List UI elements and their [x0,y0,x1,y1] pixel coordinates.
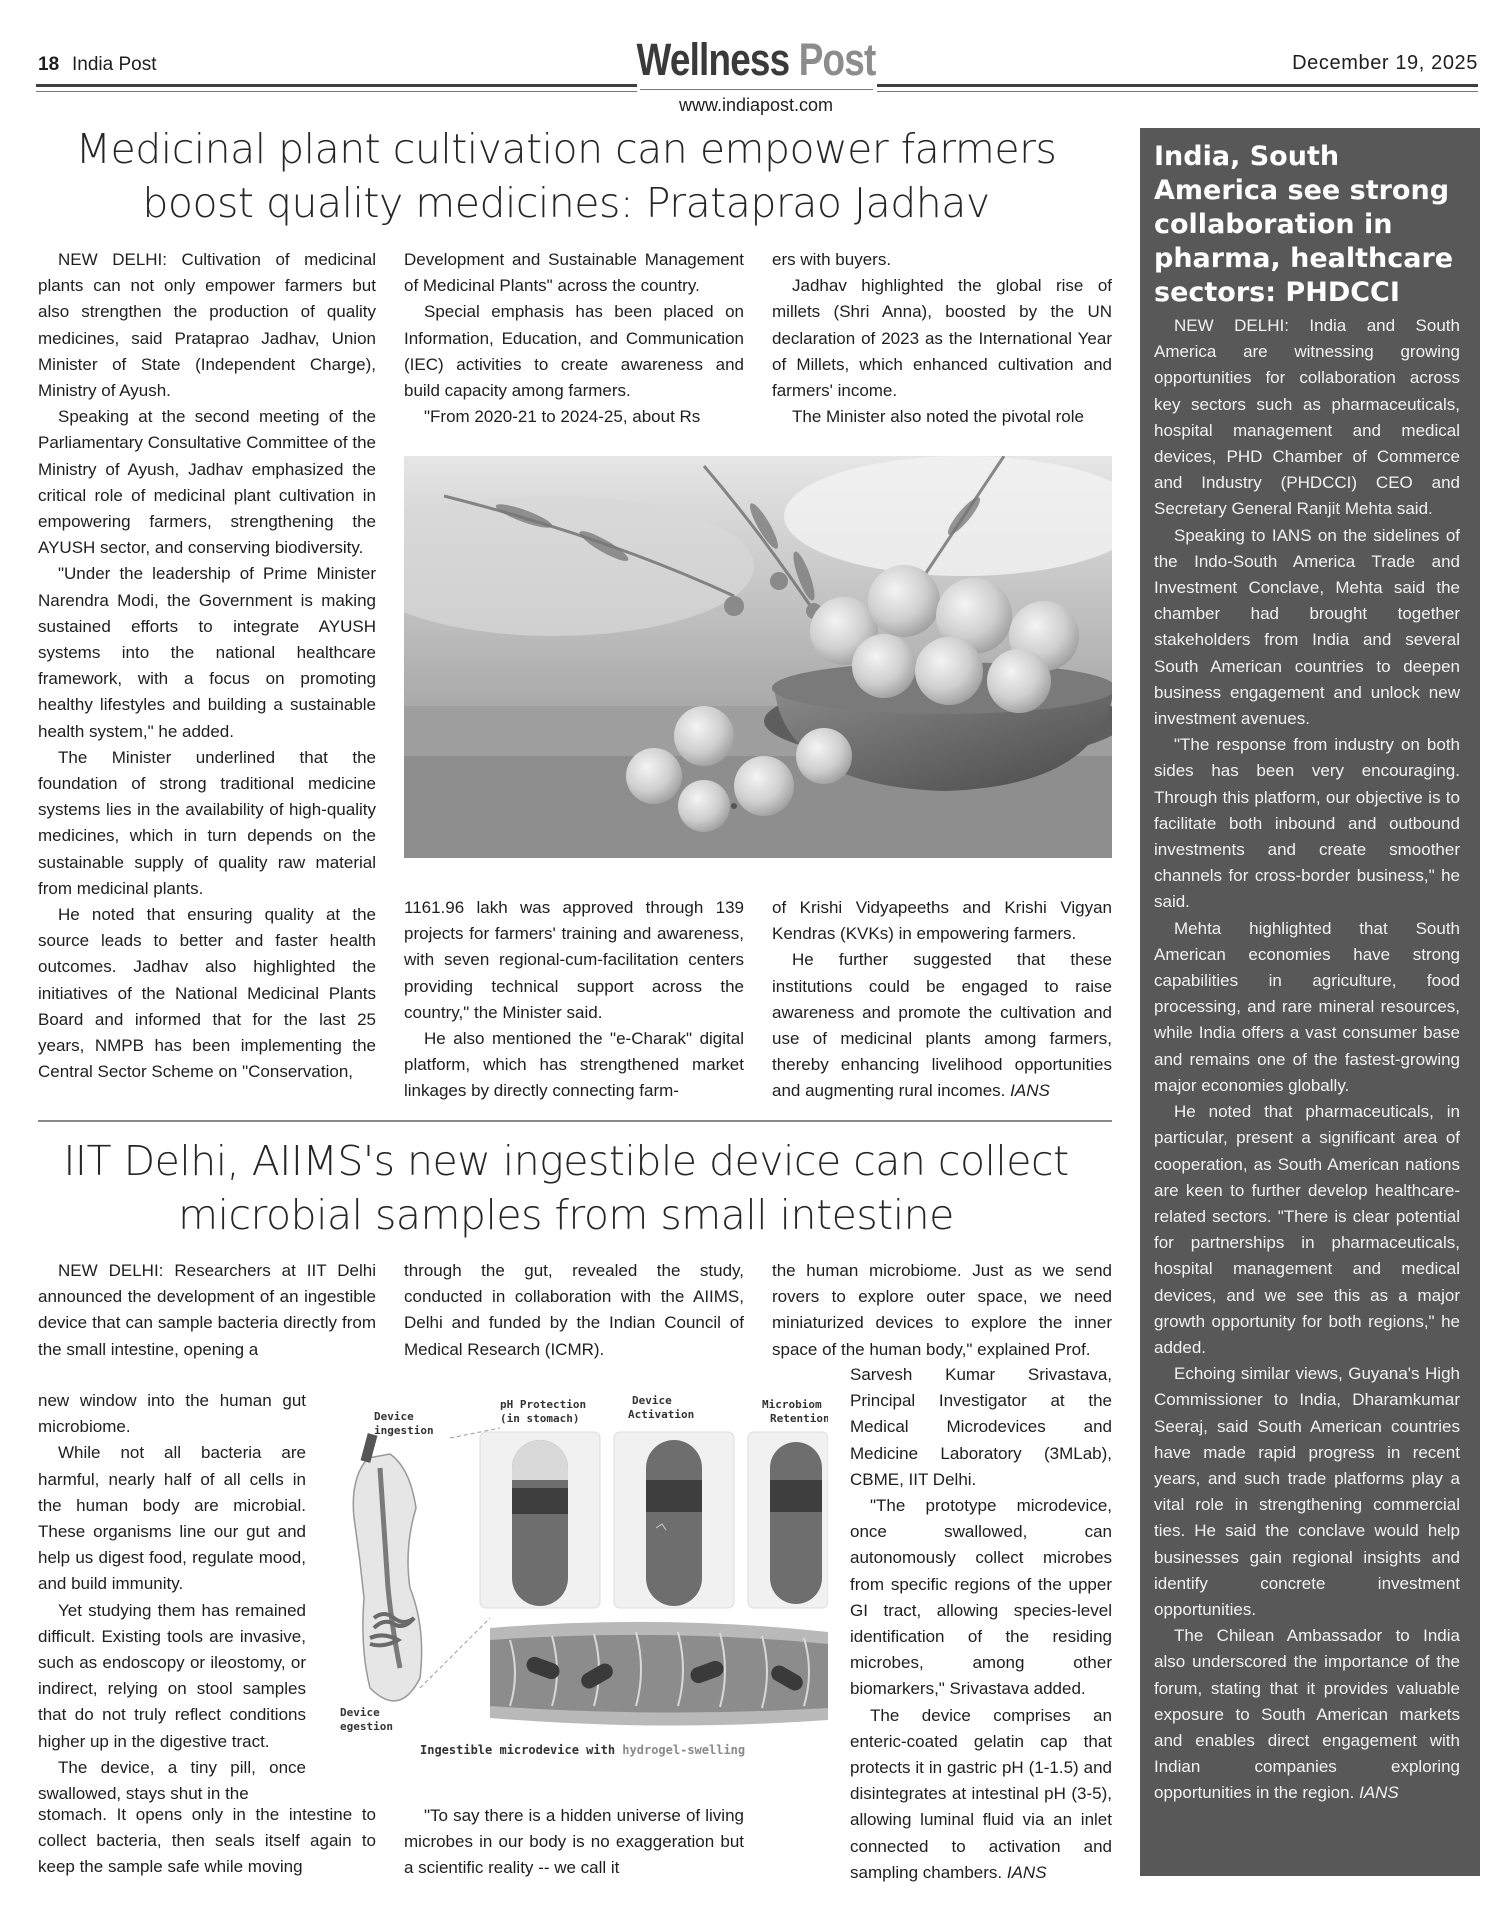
masthead-rule [36,91,637,92]
article-column [38,1388,306,1807]
article-column [38,247,376,1086]
paragraph: the human microbiome. Just as we send rovers to explore outer space, we need miniaturized devices to explore the inner space of the human body," explained Prof. [772,1261,1112,1359]
wellness-post-logo [136,34,1376,86]
diagram-label-egestion-line1: Device [340,1706,380,1719]
capsule-activation [646,1440,702,1606]
device-diagram-illustration [330,1388,828,1762]
amla-bowl-photo [404,456,1112,858]
paragraph: new window into the human gut microbiome. [38,1391,306,1437]
paragraph: Yet studying them has remained difficult. Existing tools are invasive, such as endoscopy or ileostomy, or indirect, relying on stool samples that do not truly reflect conditions higher up in the digestive tract. [38,1600,306,1751]
paragraph: Speaking to IANS on the sidelines of the Indo-South America Trade and Investment Conclave, Mehta said the chamber had brought together stakeholders from India and several South American countries to deepen business engagement and unlock new investment avenues. [1154,525,1460,729]
article-credit: IANS [1006,1862,1047,1882]
paragraph: Sarvesh Kumar Srivastava, Principal Investigator at the Medical Microdevices and Medicine Laboratory (3MLab), CBME, IIT Delhi. [850,1365,1112,1489]
ingestible-device-diagram [330,1388,828,1762]
article-column [38,1802,376,1881]
diagram-label-activation-line2: Activation [628,1408,695,1421]
paragraph: While not all bacteria are harmful, nearly half of all cells in the human body are microbial. These organisms line our gut and help us digest food, regulate mood, and build immunity. [38,1443,306,1594]
article-headline: Medicinal plant cultivation can empower farmers boost quality medicines: Prataprao Jadhav [75,125,1057,227]
diagram-label-ingestion-line1: Device [374,1410,414,1423]
paragraph: He noted that ensuring quality at the source leads to better and faster health outcomes. Jadhav also highlighted the initiatives of the National Medicinal Plants Board and informed that for the last 25 years, NMPB has been implementing the Central Sector Scheme on "Conservation, [38,905,376,1082]
diagram-label-egestion-line2: egestion [340,1720,393,1733]
publication-name: India Post [72,54,157,75]
article-column [772,895,1112,1105]
article-column [404,895,744,1105]
article-headline: IIT Delhi, AIIMS's new ingestible device can collect microbial samples from small intestine [63,1137,1069,1239]
capsule-retention [770,1442,822,1604]
article-column [772,1258,1112,1363]
paragraph: Special emphasis has been placed on Information, Education, and Communication (IEC) activities to create awareness and build capacity among farmers. [404,302,744,401]
paragraph: The device, a tiny pill, once swallowed, stays shut in the [38,1757,306,1804]
paragraph: The device comprises an enteric-coated gelatin cap that protects it in gastric pH (1-1.5) and disintegrates at intestinal pH (3-5), allowing luminal fluid via an inlet connected to activation and sampling chambers. IANS [850,1705,1112,1882]
amla-bowl-illustration [404,456,1112,858]
diagram-label-ingestion-line2: ingestion [374,1424,434,1437]
diagram-caption [420,1743,745,1757]
masthead-rule [877,84,1478,87]
masthead-rule [36,84,637,87]
page-number: 18 [38,54,60,75]
masthead-rule [640,89,873,90]
issue-date: December 19, 2025 [1292,52,1478,74]
article-column [772,247,1112,430]
paragraph: through the gut, revealed the study, conducted in collaboration with the AIIMS, Delhi and funded by the Indian Council of Medical Research (ICMR). [404,1261,744,1359]
article-column [404,1258,744,1363]
paragraph: "From 2020-21 to 2024-25, about Rs [424,407,701,427]
article-column [404,247,744,430]
paragraph: He noted that pharmaceuticals, in particular, present a significant area of cooperation, as South American nations are keen to further develop healthcare-related sectors. "There is clear potential for partnerships in pharmaceuticals, hospital management and medical devices, and we see this as a major growth opportunity for both regions," he added. [1154,1102,1460,1357]
paragraph: The Minister also noted the pivotal role [792,407,1084,427]
paragraph: "The prototype microdevice, once swallowed, can autonomously collect microbes from specific regions of the upper GI tract, allowing species-level identification of the residing microbes, among other biomarkers," Srivastava added. [850,1496,1112,1699]
diagram-caption-part1: Ingestible microdevice with [420,1743,623,1757]
paragraph: ers with buyers. [772,250,892,269]
paragraph: 1161.96 lakh was approved through 139 projects for farmers' training and awareness, with seven regional-cum-facilitation centers providing technical support across the country," the Minister said. [404,898,744,1022]
article-separator [38,1120,1112,1122]
paragraph: He further suggested that these institutions could be engaged to raise awareness and promote the cultivation and use of medicinal plants among farmers, thereby enhancing livelihood opportunities and augmenting rural incomes. IANS [772,950,1112,1101]
diagram-label-retention-line2: Retention [770,1412,828,1425]
paragraph: NEW DELHI: Cultivation of medicinal plants can not only empower farmers but also strengthen the production of quality medicines, said Prataprao Jadhav, Union Minister of State (Independent Charge), Ministry of Ayush. [38,250,376,401]
site-url[interactable]: www.indiapost.com [678,95,834,115]
article-column [38,1258,376,1363]
sidebar-headline: India, South America see strong collaboration in pharma, healthcare sectors: PHDCCI [1154,141,1454,308]
paragraph: He also mentioned the "e-Charak" digital platform, which has strengthened market linkages by directly connecting farm- [404,1029,744,1101]
paragraph: NEW DELHI: India and South America are witnessing growing opportunities for collaboration across key sectors such as pharmaceuticals, hospital management and medical devices, PHD Chamber of Commerce and Industry (PHDCCI) CEO and Secretary General Ranjit Mehta said. [1154,316,1460,519]
paragraph: Echoing similar views, Guyana's High Commissioner to India, Dharamkumar Seeraj, said South American countries have made rapid progress in recent years, and such trade platforms play a vital role in strengthening commercial ties. He said the conclave would help businesses gain regional insights and identify concrete investment opportunities. [1154,1364,1460,1619]
logo-word-2: Post [798,34,876,85]
capsule-ph-protection [512,1440,568,1606]
diagram-label-ph-line1: pH Protection [500,1398,587,1411]
diagram-label-retention-line1: Microbiom [762,1398,822,1411]
paragraph: Speaking at the second meeting of the Parliamentary Consultative Committee of the Ministry of Ayush, Jadhav emphasized the critical role of medicinal plant cultivation in empowering farmers, strengthening the AYUSH sector, and conserving biodiversity. [38,407,376,558]
paragraph: "To say there is a hidden universe of living microbes in our body is no exaggeration but a scientific reality -- we call it [404,1806,744,1878]
diagram-label-activation-line1: Device [632,1394,672,1407]
paragraph: Mehta highlighted that South American economies have strong capabilities in agriculture, food processing, and rare mineral resources, while India offers a vast consumer base and remains one of the fastest-growing major economies globally. [1154,918,1460,1095]
diagram-caption-part2: hydrogel-swelling [622,1743,746,1757]
logo-word-1: Wellness [636,34,790,85]
sidebar-body [1154,313,1460,1807]
article-credit: IANS [1359,1783,1399,1803]
paragraph: The Chilean Ambassador to India also underscored the importance of the forum, stating that it provides valuable exposure to South American markets and enables direct engagement with Indian companies exploring opportunities in the region. IANS [1154,1626,1460,1803]
paragraph: Development and Sustainable Management of Medicinal Plants" across the country. [404,250,744,296]
paragraph: "The response from industry on both sides has been very encouraging. Through this platform, our objective is to facilitate both inbound and outbound investments and create smoother channels for cross-border business," he said. [1154,735,1460,912]
paragraph: Jadhav highlighted the global rise of millets (Shri Anna), boosted by the UN declaration of 2023 as the International Year of Millets, which enhanced cultivation and farmers' income. [772,276,1112,401]
article-column [404,1803,744,1882]
paragraph: The Minister underlined that the foundation of strong traditional medicine systems lies in the availability of high-quality medicines, which in turn depends on the sustainable supply of quality raw material from medicinal plants. [38,747,376,898]
paragraph: "Under the leadership of Prime Minister Narendra Modi, the Government is making sustained efforts to integrate AYUSH systems into the national healthcare framework, with a focus on promoting healthy lifestyles and building a sustainable health system," he added. [38,564,376,741]
paragraph: of Krishi Vidyapeeths and Krishi Vigyan Kendras (KVKs) in empowering farmers. [772,898,1112,944]
paragraph: stomach. It opens only in the intestine to collect bacteria, then seals itself again to keep the sample safe while moving [38,1805,376,1877]
article-credit: IANS [1010,1081,1050,1101]
masthead-rule [877,91,1478,92]
diagram-label-ph-line2: (in stomach) [500,1412,580,1425]
paragraph: NEW DELHI: Researchers at IIT Delhi announced the development of an ingestible device that can sample bacteria directly from the small intestine, opening a [38,1261,376,1359]
article-column [850,1362,1112,1886]
